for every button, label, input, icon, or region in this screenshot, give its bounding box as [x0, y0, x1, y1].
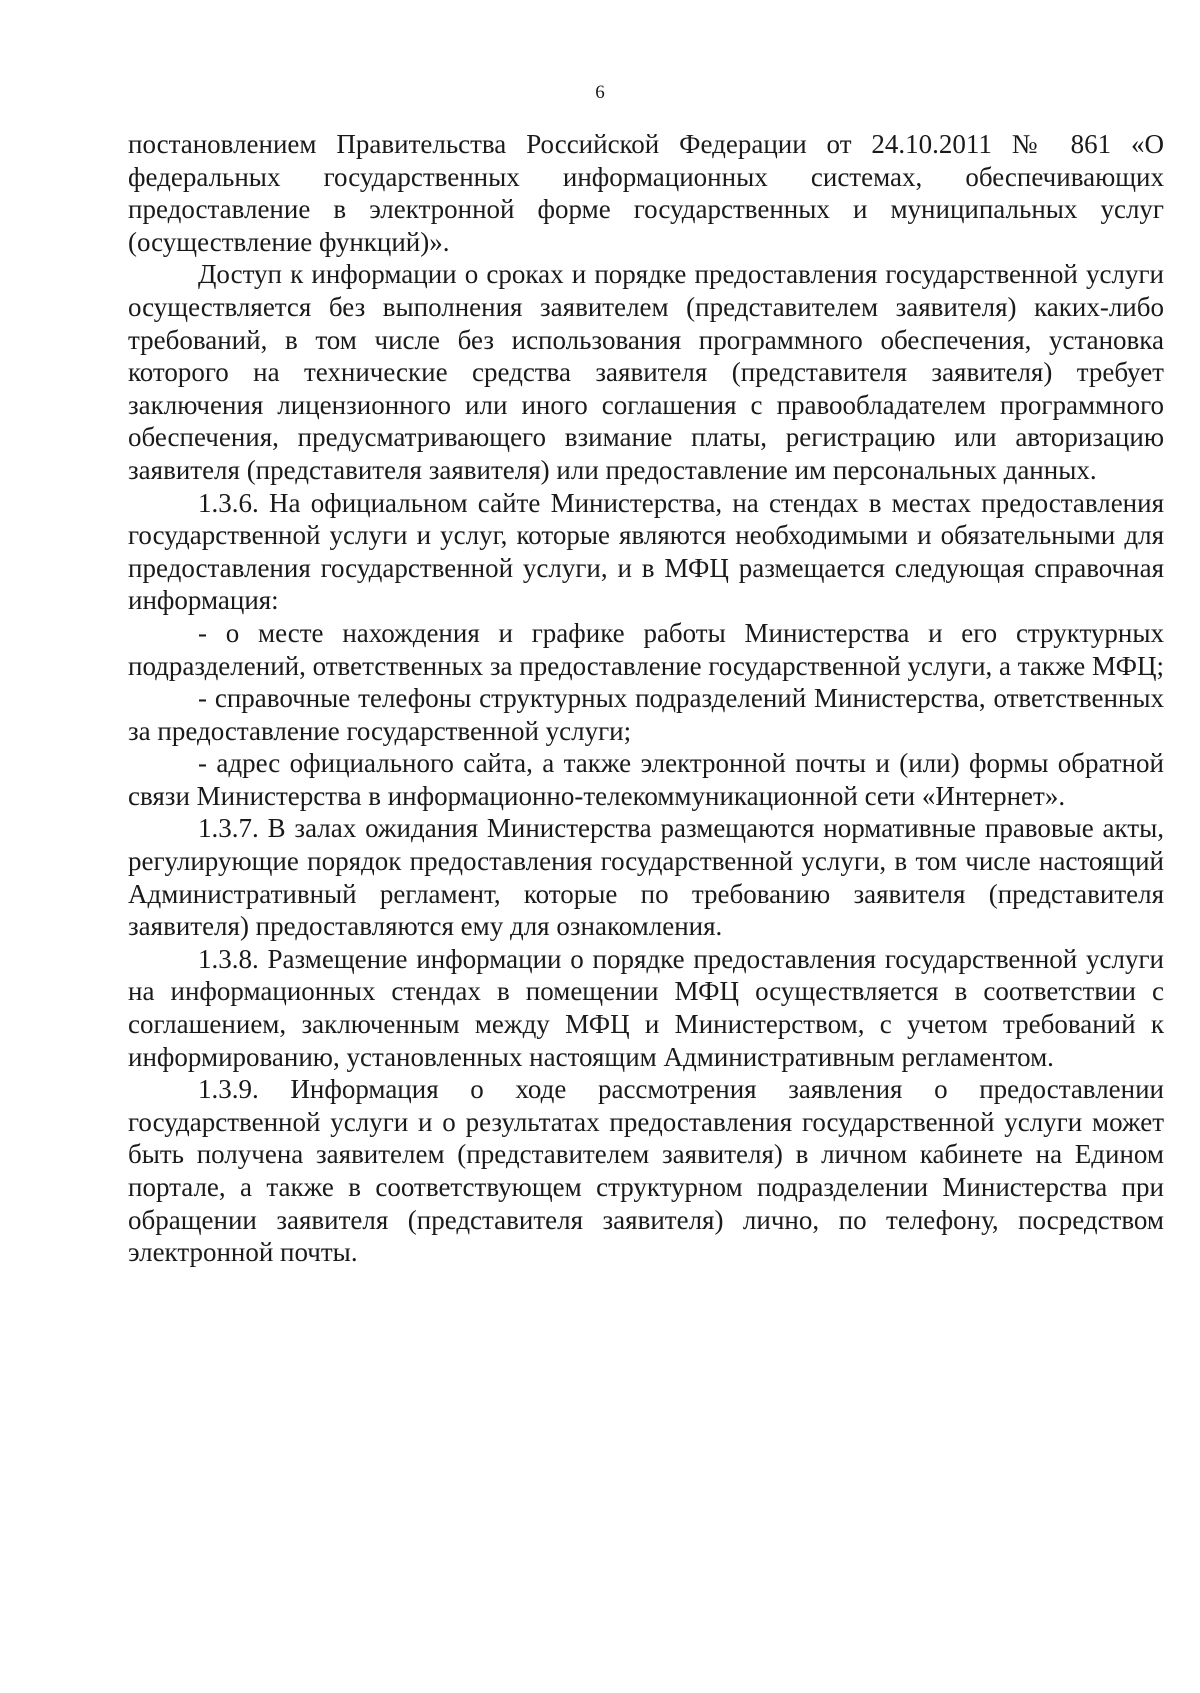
list-item-website-email: - адрес официального сайта, а также электронной почты и (или) формы обратной связи Министерства в информационно-телекоммуникационной сети «Интернет». [128, 748, 1164, 811]
paragraph-1-3-7: 1.3.7. В залах ожидания Министерства размещаются нормативные правовые акты, регулирующие порядок предоставления государственной услуги, в том числе настоящий Административный регламент, которые по требованию заявителя (представителя заявителя) предоставляются ему для ознакомления. [128, 813, 1164, 942]
page-number: 6 [595, 82, 605, 103]
document-body [128, 128, 1164, 1269]
list-item-phones: - справочные телефоны структурных подразделений Министерства, ответственных за предоставление государственной услуги; [128, 683, 1164, 746]
list-item-location-schedule: - о месте нахождения и графике работы Министерства и его структурных подразделений, ответственных за предоставление государственной услуги, а также МФЦ; [128, 617, 1164, 681]
paragraph-1-3-6: 1.3.6. На официальном сайте Министерства, на стендах в местах предоставления государственной услуги и услуг, которые являются необходимыми и обязательными для предоставления государственной услуги, и в МФЦ размещается следующая справочная информация: [128, 487, 1164, 616]
paragraph-continuation: постановлением Правительства Российской Федерации от 24.10.2011 № 861 «О федеральных государственных информационных системах, обеспечивающих предоставление в электронной форме государственных и муниципальных услуг (осуществление функций)». [128, 129, 1164, 257]
paragraph-1-3-8: 1.3.8. Размещение информации о порядке предоставления государственной услуги на информационных стендах в помещении МФЦ осуществляется в соответствии с соглашением, заключенным между МФЦ и Министерством, с учетом требований к информированию, установленных настоящим Административным регламентом. [128, 943, 1164, 1072]
paragraph-access-info: Доступ к информации о сроках и порядке предоставления государственной услуги осуществляется без выполнения заявителем (представителем заявителя) каких-либо требований, в том числе без использования программного обеспечения, установка которого на технические средства заявителя (представителя заявителя) требует заключения лицензионного или иного соглашения с правообладателем программного обеспечения, предусматривающего взимание платы, регистрацию или авторизацию заявителя (представителя заявителя) или предоставление им персональных данных. [128, 259, 1164, 485]
paragraph-1-3-9: 1.3.9. Информация о ходе рассмотрения заявления о предоставлении государственной услуги и о результатах предоставления государственной услуги может быть получена заявителем (представителем заявителя) в личном кабинете на Едином портале, а также в соответствующем структурном подразделении Министерства при обращении заявителя (представителя заявителя) лично, по телефону, посредством электронной почты. [128, 1074, 1164, 1268]
